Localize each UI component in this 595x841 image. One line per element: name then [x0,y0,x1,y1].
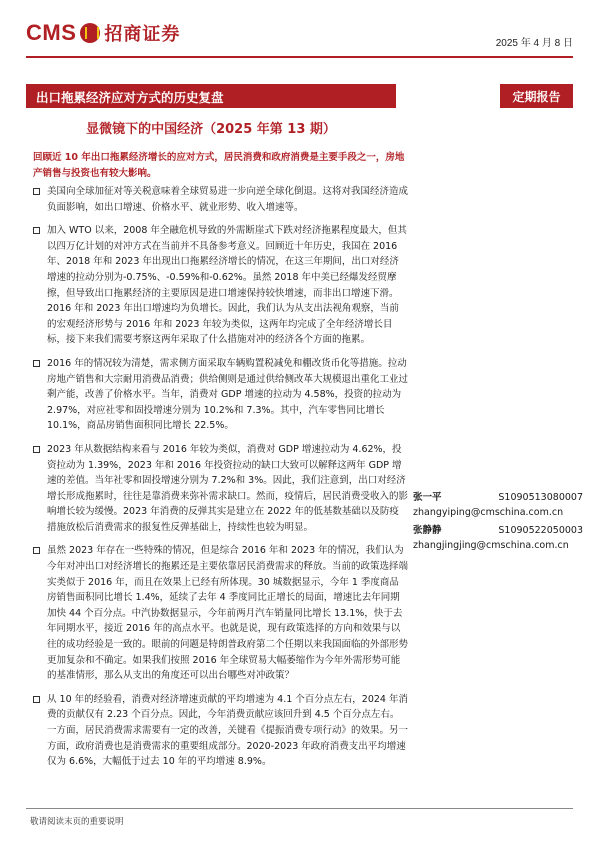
checkbox-bullet-icon [33,360,40,367]
checkbox-bullet-icon [33,188,40,195]
analyst-row [413,490,583,505]
summary-text: 回顾近 10 年出口拖累经济增长的应对方式，居民消费和政府消费是主要手段之一，房地产销售与投资也有较大影响。 [33,152,405,179]
bullet-item [33,692,408,770]
report-title: 出口拖累经济应对方式的历史复盘 [26,84,396,108]
logo-chinese-name: 招商证券 [104,24,181,45]
bullet-item [33,442,408,536]
footer-divider [26,808,573,809]
company-logo [26,18,180,48]
analyst-name: 张静静 [413,525,442,536]
checkbox-bullet-icon [33,227,40,234]
bullet-item [33,356,408,434]
checkbox-bullet-icon [33,696,40,703]
header-divider [26,56,573,58]
analyst-row [413,523,583,538]
bullet-item [33,223,408,348]
checkbox-bullet-icon [33,446,40,453]
report-date: 2025 年 4 月 8 日 [495,38,573,49]
report-subtitle: 显微镜下的中国经济（2025 年第 13 期） [86,122,336,137]
logo-text: CMS [26,20,77,45]
bullet-item [33,543,408,683]
analyst-license: S1090513080007 [498,492,583,503]
bullet-list [33,184,408,778]
analyst-name: 张一平 [413,492,442,503]
checkbox-bullet-icon [33,547,40,554]
report-type-tag: 定期报告 [500,84,573,108]
bullet-text: 2016 年的情况较为清楚，需求侧方面采取车辆购置税减免和棚改货币化等措施。拉动房地产销售和大宗耐用消费品消费；供给侧则是通过供给侧改革大规模退出重化工业过剩产能，改善了价格水平。当年，消费对 GDP 增速的拉动为 4.58%，投资的拉动为 2.97%，对应社零和固投增速分别为 10.2%和 7.3%。其中，汽车零售同比增长 10.1%，商品房销售面积同比增长 22.5%。 [47,357,409,432]
footer-note: 敬请阅读末页的重要说明 [30,817,124,827]
bullet-item [33,184,408,215]
bullet-text: 美国向全球加征对等关税意味着全球贸易进一步向逆全球化倒退。这将对我国经济造成负面影响，如出口增速、价格水平、就业形势、收入增速等。 [47,186,409,213]
analyst-email[interactable]: zhangyiping@cmschina.com.cn [413,507,564,518]
analyst-panel [413,490,583,556]
analyst-license: S1090522050003 [498,525,583,536]
analyst-email[interactable]: zhangjingjing@cmschina.com.cn [413,540,569,551]
bullet-text: 2023 年从数据结构来看与 2016 年较为类似，消费对 GDP 增速拉动为 4.62%，投资拉动为 1.39%，2023 年和 2016 年投资拉动的缺口大致可以解释这两年 GDP 增速的差值。当年社零和固投增速分别为 7.2%和 3%。因此，我们注意到，出口对经济增长形成拖累时，往往是靠消费来弥补需求缺口。然而，疫情后，居民消费受收入的影响增长较为缓慢。2023 年消费的反弹其实是建立在 2022 年的低基数基础以及防疫措施放松后消费需求的报复性反弹基础上，持续性也较为明显。 [47,443,409,533]
bullet-text: 虽然 2023 年存在一些特殊的情况，但是综合 2016 年和 2023 年的情况，我们认为今年对冲出口对经济增长的拖累还是主要依靠居民消费需求的释放。当前的政策选择端实类似于 2016 年，而且在效果上已经有所体现。30 城数据显示，今年 1 季度商品房销售面积同比增长 1.4%，延续了去年 4 季度同比正增长的局面，增速比去年同期加快 44 个百分点。中汽协数据显示，今年前两月汽车销量同比增长 13.1%，快于去年同期水平，接近 2016 年的高点水平。也就是说，现有政策选择的方向和效果与以往的成功经验是一致的。眼前的问题是特朗普政府第二个任期以来我国面临的外部形势更加复杂和不确定。如果我们按照 2016 年全球贸易大幅萎缩作为今年外需形势可能的基准情形，那么从支出的角度还可以出台哪些对冲政策？ [47,545,409,682]
bullet-text: 加入 WTO 以来，2008 年全融危机导致的外需断崖式下跌对经济拖累程度最大，但其以四万亿计划的对冲方式在当前并不具备参考意义。回顾近十年历史，我国在 2016 年、2018 年和 2023 年出现出口拖累经济增长的情况，在这三年期间，出口对经济增速的拉动分别为-0.75%、-0.59%和-0.62%。虽然 2018 年中美已经爆发经贸摩擦，但导致出口拖累经济的主要原因是进口增速保持较快增速，而非出口增速下滑。2016 年和 2023 年出口增速均为负增长。因此，我们认为从支出法视角观察，当前的宏观经济形势与 2016 年和 2023 年较为类似，这两年均完成了全年经济增长目标，接下来我们需要考察这两年采取了什么措施对冲的经济各个方面的拖累。 [47,225,407,346]
bullet-text: 从 10 年的经验看，消费对经济增速贡献的平均增速为 4.1 个百分点左右，2024 年消费的贡献仅有 2.23 个百分点。因此，今年消费贡献应该回升到 4.5 个百分点左右。一方面，居民消费需求需要有一定的改善，关键看《提振消费专项行动》的效果。另一方面，政府消费也是消费需求的重要组成部分。2020-2023 年政府消费支出平均增速仅为 6.6%，大幅低于过去 10 年的平均增速 8.9%。 [47,693,409,768]
logo-emblem-icon [80,23,100,43]
